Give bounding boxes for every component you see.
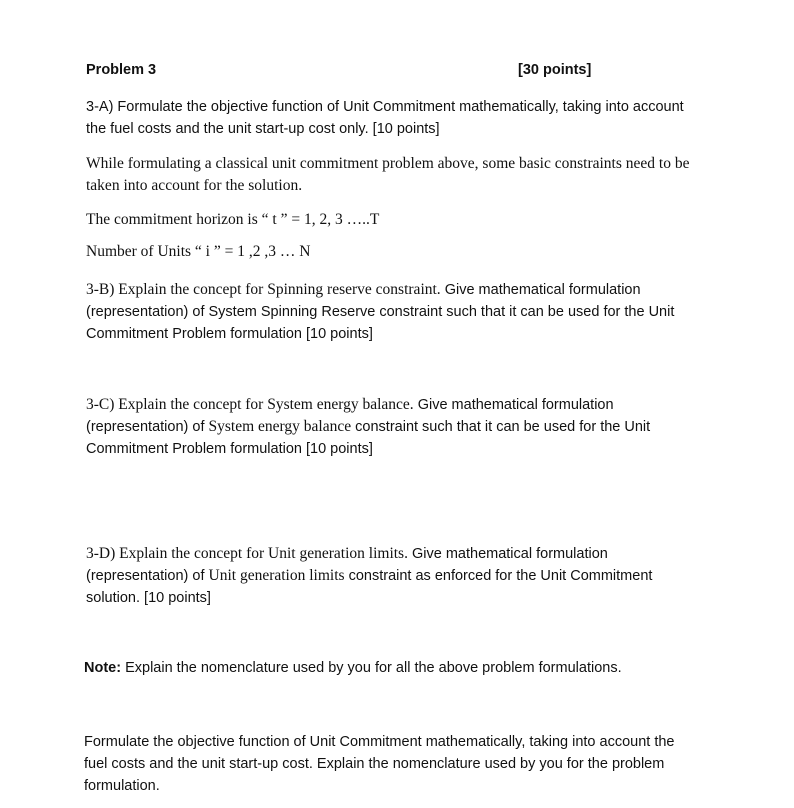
number-of-units: Number of Units “ i ” = 1 ,2 ,3 … N	[86, 243, 311, 260]
points-label: [30 points]	[518, 62, 592, 78]
part-d-line-2	[86, 565, 652, 587]
commitment-horizon: The commitment horizon is “ t ” = 1, 2, 3 …..T	[86, 211, 380, 228]
intro-paragraph	[86, 153, 689, 197]
part-b-line-2: (representation) of System Spinning Reserve constraint such that it can be used for the Unit	[86, 304, 675, 320]
part-c-line-3: Commitment Problem formulation [10 points]	[86, 441, 373, 457]
part-d-rest: Give mathematical formulation	[407, 546, 608, 562]
part-d-question	[86, 543, 652, 609]
part-a-line-1: 3-A) Formulate the objective function of Unit Commitment mathematically, taking into account	[86, 99, 684, 115]
part-b-line-3: Commitment Problem formulation [10 points]	[86, 326, 373, 342]
part-d-line-1	[86, 543, 652, 565]
part-d-line-3: solution. [10 points]	[86, 590, 211, 606]
part-a-line-2: the fuel costs and the unit start-up cost only. [10 points]	[86, 121, 440, 137]
final-question	[84, 731, 674, 797]
note	[84, 660, 622, 676]
part-d-line-2-b: constraint as enforced for the Unit Commitment	[344, 568, 653, 584]
part-c-line-1	[86, 394, 650, 416]
part-c-line-2-a: (representation) of	[86, 419, 209, 435]
intro-line-2: taken into account for the solution.	[86, 177, 303, 194]
part-c-line-2-serif: System energy balance	[208, 418, 352, 435]
part-c-question	[86, 394, 650, 460]
part-d-line-2-a: (representation) of	[86, 568, 209, 584]
part-d-lead: 3-D) Explain the concept for Unit generation limits.	[86, 545, 408, 562]
part-b-line-1	[86, 279, 674, 301]
intro-line-1: While formulating a classical unit commitment problem above, some basic constraints need to be	[86, 155, 690, 172]
part-b-rest: Give mathematical formulation	[440, 282, 641, 298]
final-line-2: fuel costs and the unit start-up cost. Explain the nomenclature used by you for the problem	[84, 756, 665, 772]
part-a-question	[86, 96, 684, 140]
problem-title: Problem 3	[86, 62, 157, 78]
part-d-line-2-serif: Unit generation limits	[208, 567, 345, 584]
final-line-1: Formulate the objective function of Unit Commitment mathematically, taking into account the	[84, 734, 675, 750]
note-label: Note:	[84, 660, 122, 676]
part-b-lead: 3-B) Explain the concept for Spinning reserve constraint.	[86, 281, 441, 298]
part-b-question	[86, 279, 674, 345]
part-c-line-2	[86, 416, 650, 438]
note-text: Explain the nomenclature used by you for all the above problem formulations.	[121, 660, 622, 676]
part-c-lead: 3-C) Explain the concept for System energy balance.	[86, 396, 414, 413]
part-c-rest: Give mathematical formulation	[413, 397, 614, 413]
final-line-3: formulation.	[84, 778, 160, 794]
part-c-line-2-b: constraint such that it can be used for the Unit	[351, 419, 651, 435]
